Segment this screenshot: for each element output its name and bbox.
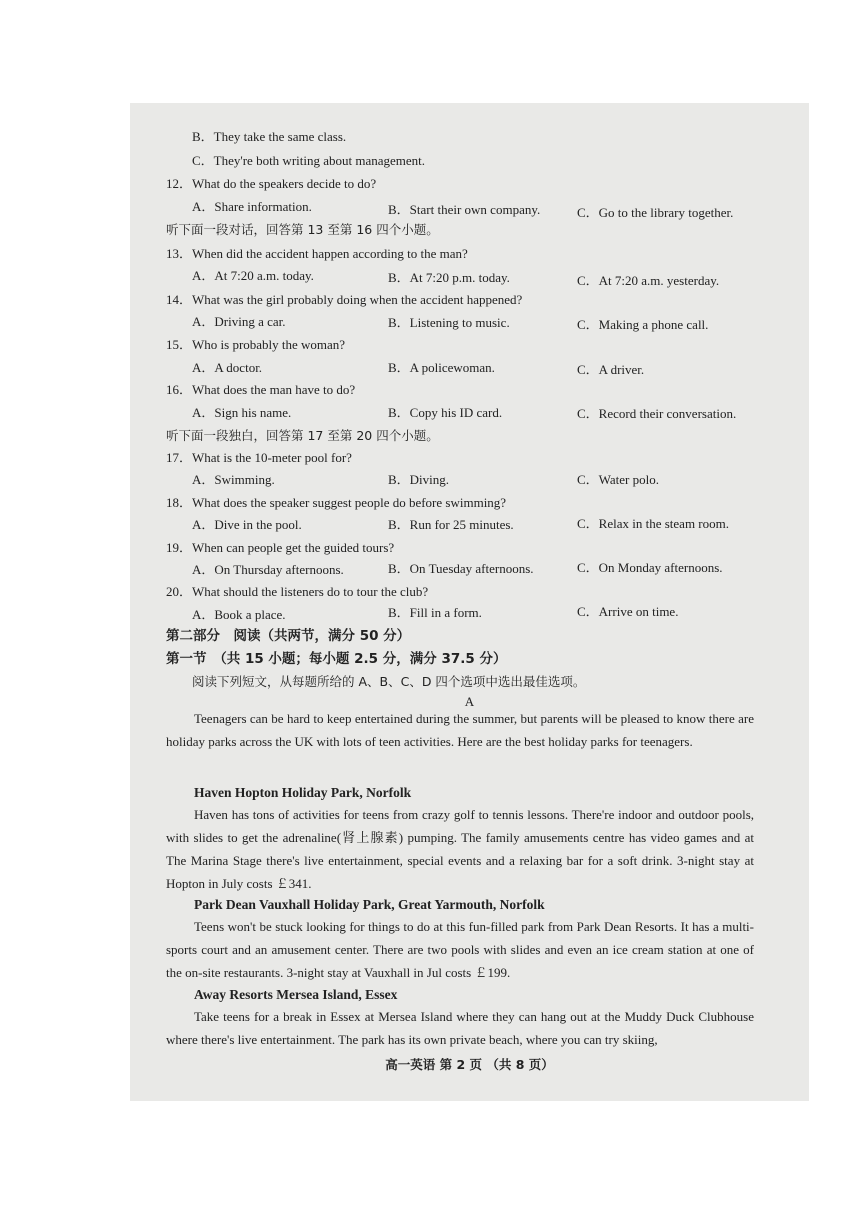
park2-text: Teens won't be stuck looking for things to do at this fun-filled park from Park Dean Resorts. It has a multi-sports court and an amusement center. There are two pools with slides and even an ice cream station at one of the on-site restaurants. 3-night stay at Vauxhall in Jul costs ￡199. [166, 919, 754, 980]
instruction-13-16: 听下面一段对话，回答第 13 至第 16 四个小题。 [166, 222, 439, 237]
park2-name: Park Dean Vauxhall Holiday Park, Great Yarmouth, Norfolk [194, 897, 545, 912]
q16-option-c: C．Record their conversation. [577, 406, 737, 421]
park1-name: Haven Hopton Holiday Park, Norfolk [194, 785, 412, 800]
q19-option-b: B．On Tuesday afternoons. [388, 561, 534, 576]
passage-label: A [464, 694, 475, 709]
q14-stem: 14．What was the girl probably doing when the accident happened? [166, 292, 523, 307]
q14-option-c: C．Making a phone call. [577, 317, 709, 332]
q11-option-b: B．They take the same class. [192, 129, 347, 144]
q17-stem: 17．What is the 10-meter pool for? [166, 450, 352, 465]
q12-option-a: A．Share information. [192, 199, 312, 214]
section1-title: 第一节 （共 15 小题；每小题 2.5 分，满分 37.5 分） [166, 651, 507, 667]
q12-option-c: C．Go to the library together. [577, 205, 734, 220]
q18-option-b: B．Run for 25 minutes. [388, 517, 514, 532]
q13-option-c: C．At 7:20 a.m. yesterday. [577, 273, 720, 288]
q20-option-c: C．Arrive on time. [577, 604, 679, 619]
q17-option-c: C．Water polo. [577, 472, 659, 487]
q13-option-b: B．At 7:20 p.m. today. [388, 270, 510, 285]
q16-stem: 16．What does the man have to do? [166, 382, 356, 397]
q17-option-a: A．Swimming. [192, 472, 275, 487]
q16-option-a: A．Sign his name. [192, 405, 292, 420]
q13-option-a: A．At 7:20 a.m. today. [192, 268, 314, 283]
q16-option-b: B．Copy his ID card. [388, 405, 503, 420]
q15-option-a: A．A doctor. [192, 360, 263, 375]
q19-stem: 19．When can people get the guided tours? [166, 540, 395, 555]
q14-option-b: B．Listening to music. [388, 315, 510, 330]
part2-title: 第二部分 阅读（共两节，满分 50 分） [166, 628, 411, 644]
q20-stem: 20．What should the listeners do to tour the club? [166, 584, 429, 599]
q15-option-c: C．A driver. [577, 362, 645, 377]
park1-text: Haven has tons of activities for teens from crazy golf to tennis lessons. There're indoor and outdoor pools, with slides to get the adrenaline(肾上腺素) pumping. The family amusements centre has video games and at The Marina Stage there's live entertainment, special events and a relaxing bar for a soft drink. 3-night stay at Hopton in July costs ￡341. [166, 807, 754, 891]
instruction-17-20: 听下面一段独白，回答第 17 至第 20 四个小题。 [166, 428, 439, 443]
q19-option-c: C．On Monday afternoons. [577, 560, 723, 575]
reading-instruction: 阅读下列短文，从每题所给的 A、B、C、D 四个选项中选出最佳选项。 [192, 674, 586, 689]
q19-option-a: A．On Thursday afternoons. [192, 562, 344, 577]
exam-page [130, 103, 809, 1101]
page-footer: 高一英语 第 2 页 （共 8 页） [385, 1057, 554, 1072]
q20-option-a: A．Book a place. [192, 607, 286, 622]
q17-option-b: B．Diving. [388, 472, 450, 487]
q12-option-b: B．Start their own company. [388, 202, 541, 217]
passage-intro: Teenagers can be hard to keep entertained during the summer, but parents will be pleased to know there are holiday parks across the UK with lots of teen activities. Here are the best holiday parks for teenagers. [166, 711, 754, 749]
q15-stem: 15．Who is probably the woman? [166, 337, 346, 352]
q18-stem: 18．What does the speaker suggest people do before swimming? [166, 495, 507, 510]
q11-option-c: C．They're both writing about management. [192, 153, 426, 168]
park3-name: Away Resorts Mersea Island, Essex [194, 987, 398, 1002]
q15-option-b: B．A policewoman. [388, 360, 495, 375]
park3-text: Take teens for a break in Essex at Mersea Island where they can hang out at the Muddy Duck Clubhouse where there's live entertainment. The park has its own private beach, where you can try skiing, [166, 1009, 754, 1047]
q20-option-b: B．Fill in a form. [388, 605, 482, 620]
q18-option-c: C．Relax in the steam room. [577, 516, 730, 531]
q12-stem: 12．What do the speakers decide to do? [166, 176, 377, 191]
q14-option-a: A．Driving a car. [192, 314, 286, 329]
q18-option-a: A．Dive in the pool. [192, 517, 302, 532]
q13-stem: 13．When did the accident happen according to the man? [166, 246, 468, 261]
